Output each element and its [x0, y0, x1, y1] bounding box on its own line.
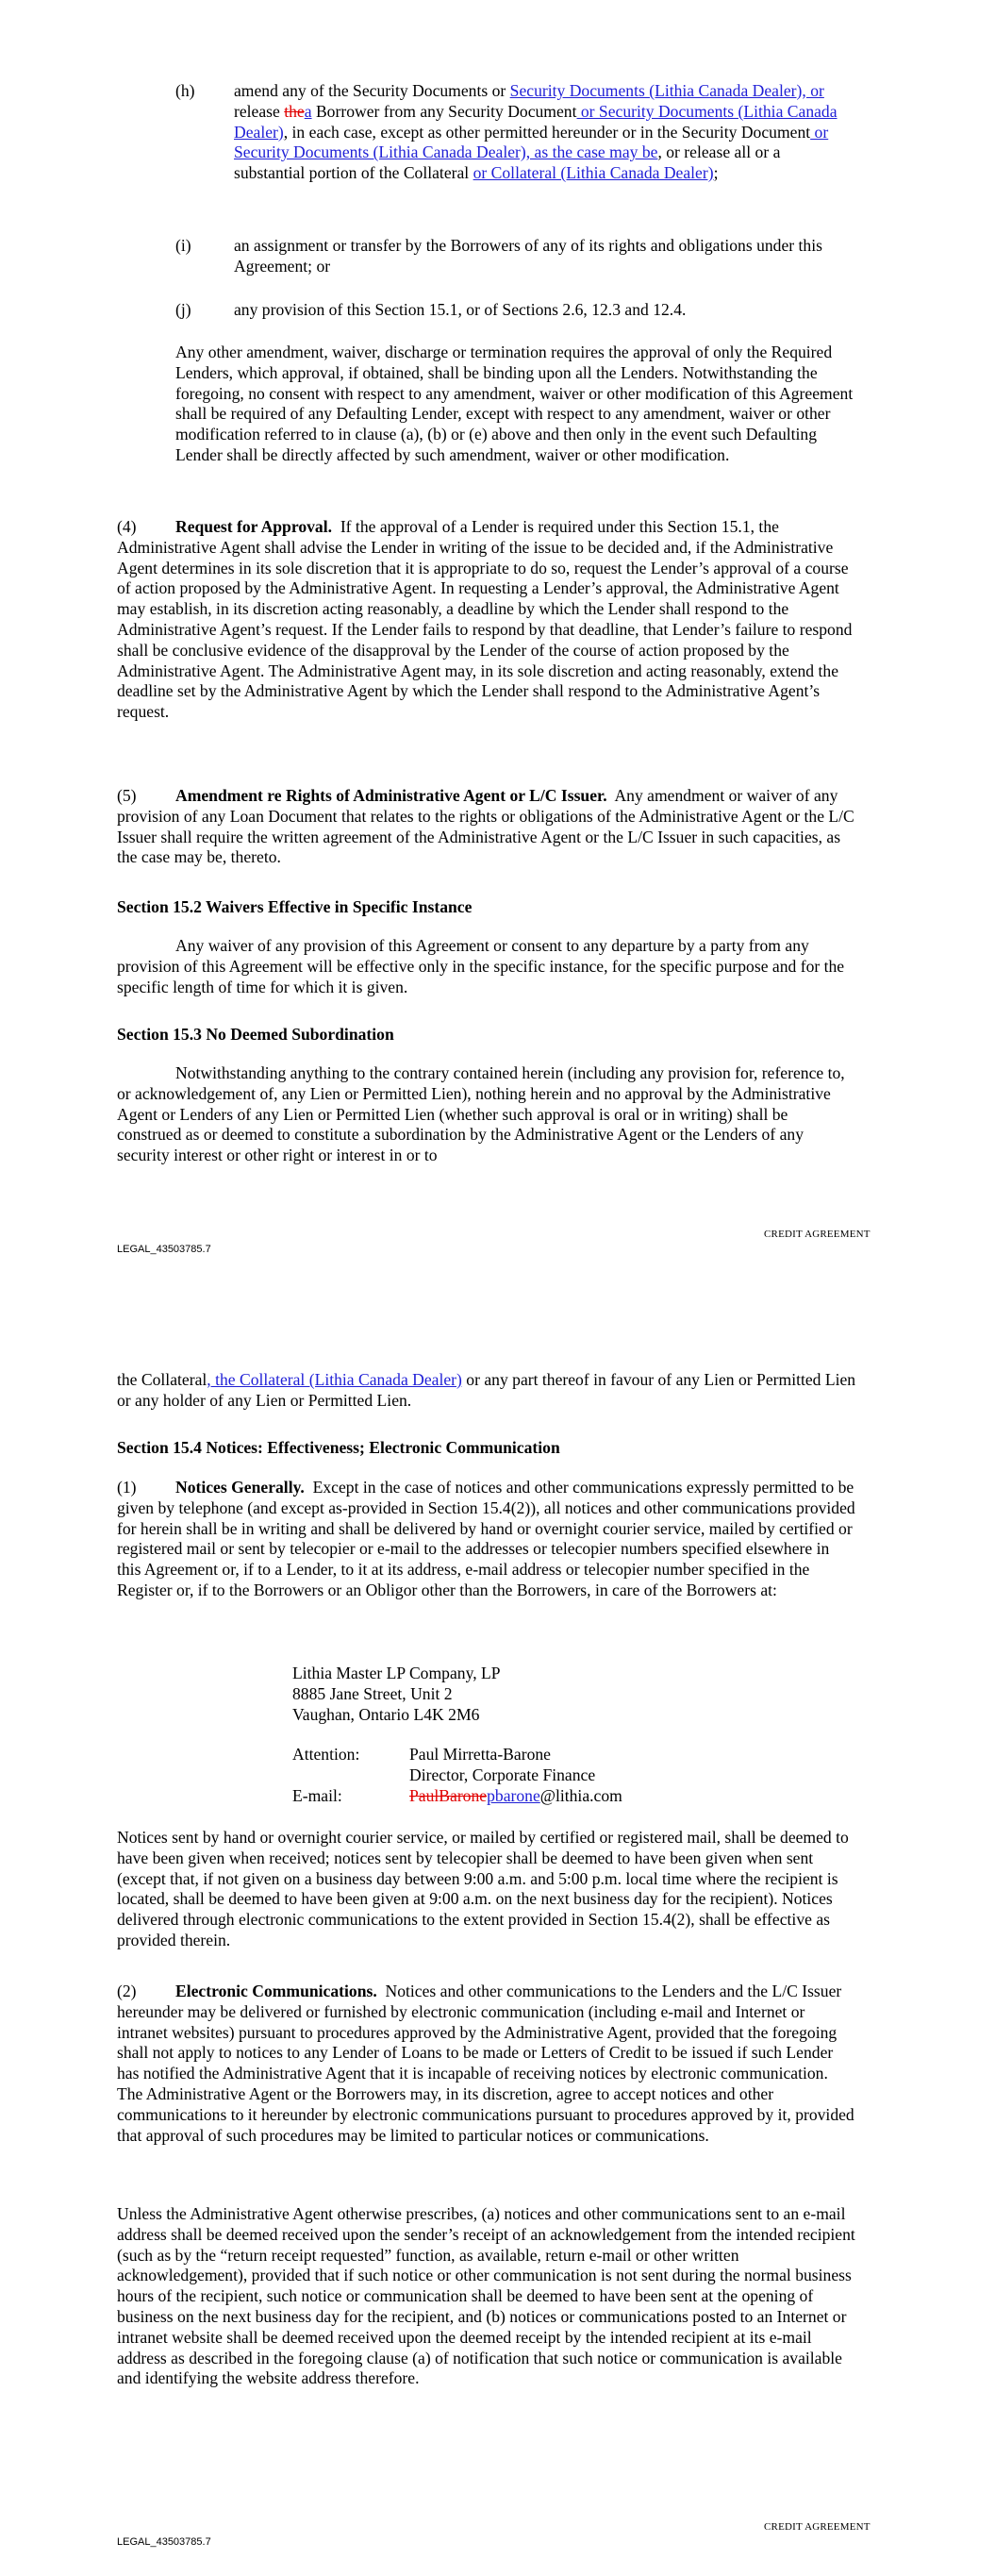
section-15-4-heading: Section 15.4 Notices: Effectiveness; Electronic Communication — [117, 1438, 560, 1457]
notices-sent-paragraph: Notices sent by hand or overnight courier service, or mailed by certified or registered mail, shall be deemed to have been given when received; notices sent by telecopier shall be deemed to have been given when sent (except that, if not given on a business day between 9:00 a.m. and 5:00 p.m. local time where the recipient is located, shall be deemed to have been given at 9:00 a.m. on the next business day for the recipient). Notices delivered through electronic communications to the extent provided in Section 15.4(2), shall be effective as provided therein. — [117, 1828, 849, 1949]
address-line-1: Lithia Master LP Company, LP — [292, 1664, 501, 1682]
continuation-paragraph: the Collateral, the Collateral (Lithia Canada Dealer) or any part thereof in favour of any Lien or Permitted Lien or any holder of any Lien or Permitted Lien. — [117, 1370, 856, 1410]
footer-doc-title: CREDIT AGREEMENT — [764, 2521, 871, 2533]
electronic-communications-paragraph: (2) Electronic Communications. Notices and other communications to the Lenders and the L/C Issuer hereunder may be delivered or furnished by electronic communication (including e-mail and Internet or intranet websites) pursuant to procedures approved by the Administrative Agent, provided that the foregoing shall not apply to notices to any Lender of Loans to be made or Letters of Credit to be issued if such Lender has notified the Administrative Agent that it is incapable of receiving notices by electronic communication. The Administrative Agent or the Borrowers may, in its discretion, agree to accept notices and other communications to it hereunder by electronic communications pursuant to procedures approved by it, provided that approval of such procedures may be limited to particular notices or communications. — [117, 1982, 854, 2145]
notices-generally-paragraph: (1) Notices Generally. Except in the case of notices and other communications expressly permitted to be given by telephone (and except as-provided in Section 15.4(2)), all notices and other communications provided for herein shall be in writing and shall be delivered by hand or overnight courier service, mailed by certified or registered mail or sent by telecopier or e-mail to the addresses or telecopier numbers specified elsewhere in this Agreement or, if to a Lender, to it at its address, e-mail address or telecopier number specified in the Register or, if to the Borrowers or an Obligor other than the Borrowers, in care of the Borrowers at: — [117, 1478, 855, 1599]
attention-title-line: Director, Corporate Finance — [409, 1765, 596, 1784]
clause-j-text: any provision of this Section 15.1, or of Sections 2.6, 12.3 and 12.4. — [234, 300, 687, 319]
inserted-text: or Collateral (Lithia Canada Dealer) — [473, 163, 714, 183]
inserted-text: or Security Documents (Lithia Canada Dealer) — [234, 101, 837, 142]
clause-i-text: an assignment or transfer by the Borrowers of any of its rights and obligations under this Agreement; or — [234, 236, 822, 276]
electronic-communications-title: Electronic Communications. — [175, 1982, 377, 2000]
inserted-text: a — [304, 101, 312, 121]
clause-i-label: (i) — [175, 236, 191, 255]
page-break — [0, 1293, 995, 1321]
address-line-2: 8885 Jane Street, Unit 2 — [292, 1684, 453, 1703]
email-line: E-mail: PaulBaronepbarone@lithia.com — [292, 1786, 622, 1805]
borrower-address-block — [292, 1663, 764, 1806]
notices-generally-title: Notices Generally. — [175, 1478, 305, 1497]
clause-h-label: (h) — [175, 81, 195, 100]
inserted-text: Security Documents (Lithia Canada Dealer), or — [509, 81, 824, 100]
clause-j-label: (j) — [175, 300, 191, 319]
section-15-2-text: Any waiver of any provision of this Agreement or consent to any departure by a party from any provision of this Agreement will be effective only in the specific instance, for the specific purpose and for the specific length of time for which it is given. — [117, 936, 845, 996]
footer-doc-id: LEGAL_43503785.7 — [117, 1244, 211, 1255]
request-for-approval-paragraph: (4) Request for Approval. If the approval of a Lender is required under this Section 15.1, the Administrative Agent shall advise the Lender in writing of the issue to be decided and, if the Administrative Agent determines in its sole discretion that it is appropriate to do so, request the Lender’s approval of a course of action proposed by the Administrative Agent. In requesting a Lender’s approval, the Administrative Agent may establish, in its discretion acting reasonably, a deadline by which the Lender shall respond to the Administrative Agent’s request. If the Lender fails to respond by that deadline, that Lender’s failure to respond shall be conclusive evidence of the disapproval by the Lender of the course of action proposed by the Administrative Agent. The Administrative Agent may, in its sole discretion and acting reasonably, extend the deadline set by the Administrative Agent by which the Lender shall respond to the Administrative Agent’s request. — [117, 517, 853, 722]
unless-paragraph: Unless the Administrative Agent otherwise prescribes, (a) notices and other communications sent to an e-mail address shall be deemed received upon the sender’s receipt of an acknowledgement from the intended recipient (such as by the “return receipt requested” function, as available, return e-mail or other written acknowledgement), provided that if such notice or other communication is not sent during the normal business hours of the recipient, such notice or communication shall be deemed to have been sent at the opening of business on the next business day for the recipient, and (b) notices or communications posted to an Internet or intranet website shall be deemed received upon the deemed receipt by the intended recipient at its e-mail address as described in the foregoing clause (a) of notification that such notice or communication is available and identifying the website address therefore. — [117, 2204, 855, 2388]
section-15-2-heading: Section 15.2 Waivers Effective in Specific Instance — [117, 897, 473, 916]
inserted-text: pbarone — [487, 1786, 540, 1805]
section-15-3-text: Notwithstanding anything to the contrary contained herein (including any provision for, reference to, or acknowledgement of, any Lien or Permitted Lien), nothing herein and no approval by the Administrative Agent or Lenders of any Lien or Permitted Lien (whether such approval is oral or in writing) shall be construed as or deemed to constitute a subordination by the Administrative Agent or the Lenders of any security interest or other right or interest in or to — [117, 1063, 845, 1165]
attention-line: Attention: Paul Mirretta-Barone — [292, 1745, 551, 1764]
footer-doc-title: CREDIT AGREEMENT — [764, 1229, 871, 1240]
request-for-approval-title: Request for Approval. — [175, 517, 333, 536]
inserted-text: or Security Documents (Lithia Canada Dealer), as the case may be — [234, 122, 829, 162]
inserted-text: , the Collateral (Lithia Canada Dealer) — [207, 1370, 462, 1389]
address-line-3: Vaughan, Ontario L4K 2M6 — [292, 1705, 480, 1724]
deleted-text: the — [284, 101, 305, 121]
clause-h-text: amend any of the Security Documents or Security Documents (Lithia Canada Dealer), or release thea Borrower from any Security Document or Security Documents (Lithia Canada Dealer), in each case, except as other permitted hereunder or in the Security Document or Security Documents (Lithia Canada Dealer), as the case may be, or release all or a substantial portion of the Collateral or Collateral (Lithia Canada Dealer); — [234, 81, 837, 183]
section-15-3-heading: Section 15.3 No Deemed Subordination — [117, 1025, 394, 1044]
amendment-rights-title: Amendment re Rights of Administrative Agent or L/C Issuer. — [175, 786, 607, 805]
amendment-rights-paragraph: (5) Amendment re Rights of Administrative Agent or L/C Issuer. Any amendment or waiver of any provision of any Loan Document that relates to the rights or obligations of the Administrative Agent or the L/C Issuer shall require the written agreement of the Administrative Agent or the L/C Issuer in such capacities, as the case may be, thereto. — [117, 786, 854, 867]
document-page-2 — [0, 1321, 995, 2576]
footer-doc-id: LEGAL_43503785.7 — [117, 2536, 211, 2548]
deleted-text: PaulBarone — [409, 1786, 488, 1805]
other-amendment-paragraph: Any other amendment, waiver, discharge or termination requires the approval of only the Required Lenders, which approval, if obtained, shall be binding upon all the Lenders. Notwithstanding the foregoing, no consent with respect to any amendment, waiver or other modification of this Agreement shall be required of any Defaulting Lender, except with respect to any amendment, waiver or other modification referred to in clause (a), (b) or (e) above and then only in the event such Defaulting Lender shall be directly affected by such amendment, waiver or other modification. — [175, 343, 854, 464]
